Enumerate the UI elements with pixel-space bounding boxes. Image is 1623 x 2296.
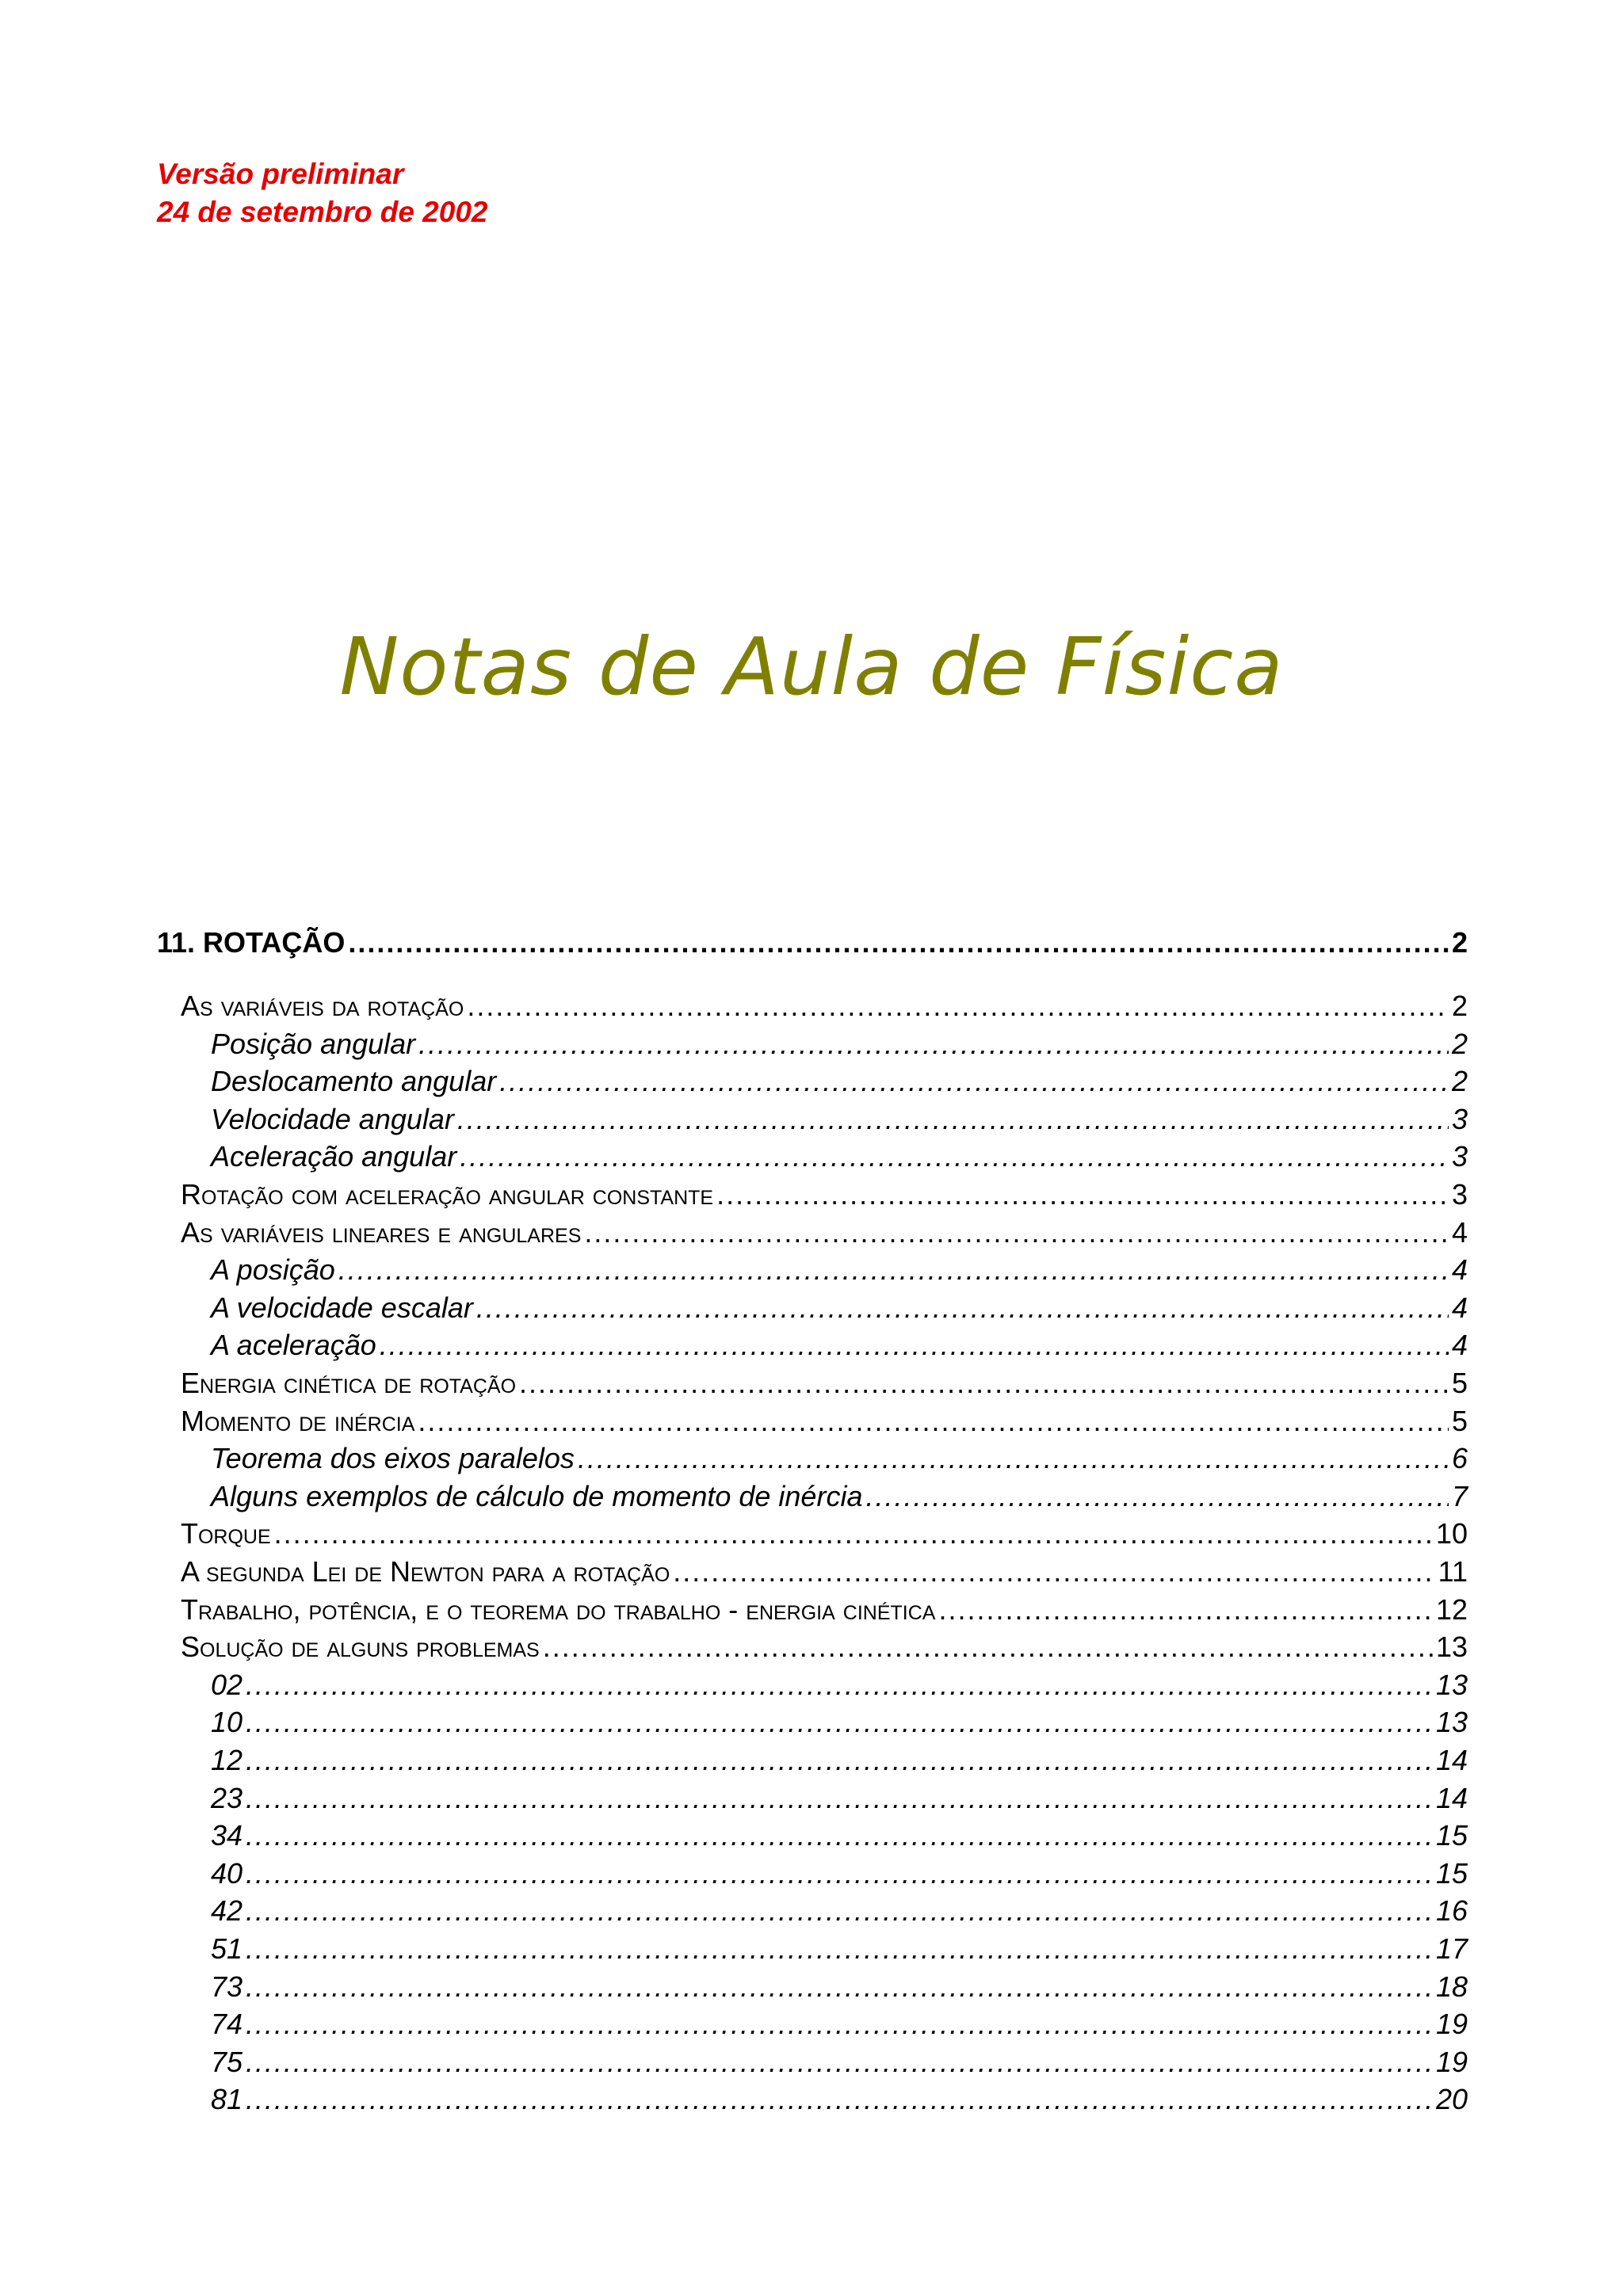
toc-entry[interactable] — [211, 1138, 1468, 1175]
toc-entry-label: 40 — [211, 1856, 243, 1890]
version-label: Versão preliminar — [157, 158, 404, 190]
toc-leader-dots — [418, 1402, 1449, 1440]
toc-entry[interactable] — [211, 1440, 1468, 1477]
toc-entry[interactable] — [211, 1855, 1468, 1892]
toc-entry[interactable] — [211, 1289, 1468, 1326]
toc-entry-label: 11. ROTAÇÃO — [157, 926, 346, 959]
toc-entry-label: Trabalho, potência, e o teorema do trabalho - energia cinética — [181, 1592, 936, 1626]
toc-entry[interactable] — [181, 1402, 1468, 1440]
toc-entry-label: Energia cinética de rotação — [181, 1367, 517, 1399]
toc-entry-page: 15 — [1435, 1819, 1468, 1852]
toc-leader-dots — [246, 1741, 1433, 1779]
toc-entry-page: 19 — [1435, 2045, 1468, 2078]
toc-entry[interactable] — [181, 1364, 1468, 1402]
toc-entry-label: 81 — [211, 2083, 243, 2116]
toc-entry-page: 13 — [1435, 1668, 1468, 1701]
toc-entry[interactable] — [211, 1025, 1468, 1062]
toc-leader-dots — [460, 1138, 1449, 1175]
version-header — [157, 155, 488, 231]
toc-entry-label: 42 — [211, 1894, 243, 1928]
toc-entry-page: 3 — [1451, 1102, 1468, 1135]
toc-entry[interactable] — [211, 2043, 1468, 2081]
toc-entry[interactable] — [181, 1176, 1468, 1213]
toc-entry-label: As variáveis lineares e angulares — [181, 1215, 582, 1249]
toc-entry-page: 7 — [1451, 1479, 1468, 1512]
toc-entry[interactable] — [211, 1817, 1468, 1854]
toc-entry-page: 19 — [1435, 2008, 1468, 2041]
toc-entry[interactable] — [211, 1779, 1468, 1817]
toc-leader-dots — [246, 2081, 1433, 2118]
toc-leader-dots — [865, 1478, 1449, 1515]
toc-entry[interactable] — [181, 1553, 1468, 1590]
toc-entry-page: 15 — [1435, 1856, 1468, 1890]
toc-leader-dots — [578, 1440, 1449, 1477]
toc-entry-page: 4 — [1451, 1329, 1468, 1362]
toc-leader-dots — [246, 1855, 1433, 1892]
toc-entry-page: 2 — [1451, 926, 1468, 959]
toc-entry[interactable] — [181, 987, 1468, 1024]
toc-entry-page: 2 — [1451, 1027, 1468, 1060]
toc-leader-dots — [246, 1666, 1433, 1703]
toc-entry-label: Deslocamento angular — [211, 1065, 497, 1098]
toc-leader-dots — [338, 1251, 1449, 1288]
toc-entry-page: 4 — [1451, 1215, 1468, 1249]
toc-leader-dots — [246, 1930, 1433, 1967]
toc-leader-dots — [274, 1515, 1433, 1552]
toc-leader-dots — [476, 1289, 1449, 1326]
toc-entry-page: 13 — [1435, 1630, 1468, 1664]
toc-entry-page: 4 — [1451, 1291, 1468, 1324]
toc-leader-dots — [246, 1892, 1433, 1929]
toc-entry-label: As variáveis da rotação — [181, 990, 464, 1022]
toc-entry-page: 6 — [1451, 1442, 1468, 1475]
toc-entry-label: 12 — [211, 1744, 243, 1776]
toc-leader-dots — [348, 919, 1449, 967]
toc-entry-page: 2 — [1451, 990, 1468, 1022]
toc-leader-dots — [418, 1025, 1449, 1062]
toc-entry-label: A posição — [211, 1253, 335, 1287]
toc-entry-page: 10 — [1435, 1517, 1468, 1550]
toc-leader-dots — [673, 1553, 1434, 1590]
toc-entry[interactable] — [211, 1930, 1468, 1967]
toc-entry-label: Alguns exemplos de cálculo de momento de inércia — [211, 1479, 863, 1512]
toc-leader-dots — [499, 1062, 1449, 1100]
toc-entry[interactable] — [211, 1892, 1468, 1929]
toc-entry[interactable] — [211, 1478, 1468, 1515]
toc-leader-dots — [246, 1703, 1433, 1741]
toc-entry[interactable] — [157, 919, 1468, 967]
version-date: 24 de setembro de 2002 — [157, 196, 488, 228]
toc-entry-page: 4 — [1451, 1253, 1468, 1287]
toc-entry[interactable] — [211, 2005, 1468, 2042]
toc-entry-label: 23 — [211, 1781, 243, 1814]
toc-entry[interactable] — [181, 1214, 1468, 1251]
toc-entry-page: 3 — [1451, 1140, 1468, 1173]
toc-entry[interactable] — [211, 1062, 1468, 1100]
toc-leader-dots — [246, 2043, 1433, 2081]
toc-entry-page: 13 — [1435, 1706, 1468, 1739]
toc-leader-dots — [380, 1326, 1449, 1363]
toc-entry-label: 10 — [211, 1706, 243, 1739]
toc-leader-dots — [467, 987, 1449, 1024]
toc-entry-label: Teorema dos eixos paralelos — [211, 1442, 575, 1475]
toc-entry-page: 18 — [1435, 1970, 1468, 2003]
toc-entry-label: Momento de inércia — [181, 1404, 415, 1437]
toc-entry[interactable] — [211, 1703, 1468, 1741]
toc-entry-page: 3 — [1451, 1178, 1468, 1211]
toc-leader-dots — [716, 1176, 1449, 1213]
document-title: Notas de Aula de Física — [339, 620, 1284, 713]
toc-entry-label: Rotação com aceleração angular constante — [181, 1178, 714, 1211]
toc-leader-dots — [519, 1364, 1449, 1402]
toc-entry-label: A aceleração — [211, 1329, 376, 1362]
toc-entry-label: Solução de alguns problemas — [181, 1630, 540, 1664]
toc-leader-dots — [246, 1968, 1433, 2005]
toc-entry-label: Posição angular — [211, 1027, 416, 1060]
toc-entry[interactable] — [211, 1741, 1468, 1779]
toc-entry[interactable] — [211, 2081, 1468, 2118]
toc-entry-page: 2 — [1451, 1065, 1468, 1098]
toc-entry-page: 17 — [1435, 1932, 1468, 1965]
toc-entry-page: 14 — [1435, 1781, 1468, 1814]
toc-leader-dots — [543, 1628, 1433, 1665]
toc-entry-label: Velocidade angular — [211, 1102, 454, 1135]
toc-entry-page: 5 — [1451, 1404, 1468, 1437]
toc-entry[interactable] — [211, 1968, 1468, 2005]
toc-entry-label: 75 — [211, 2045, 243, 2078]
toc-entry-label: 02 — [211, 1668, 243, 1701]
toc-entry-label: 73 — [211, 1970, 243, 2003]
toc-entry-label: 34 — [211, 1819, 243, 1852]
toc-entry-label: A velocidade escalar — [211, 1291, 473, 1324]
toc-entry[interactable] — [211, 1100, 1468, 1138]
toc-entry[interactable] — [181, 1515, 1468, 1552]
toc-entry-page: 5 — [1451, 1367, 1468, 1399]
toc-entry-page: 11 — [1438, 1555, 1468, 1588]
toc-entry-label: Aceleração angular — [211, 1140, 457, 1173]
toc-entry[interactable] — [211, 1326, 1468, 1363]
toc-entry-label: A segunda Lei de Newton para a rotação — [181, 1555, 670, 1588]
toc-leader-dots — [457, 1100, 1449, 1138]
toc-entry[interactable] — [211, 1666, 1468, 1703]
toc-leader-dots — [938, 1591, 1432, 1628]
toc-entry-label: 74 — [211, 2008, 243, 2041]
toc-entry-page: 14 — [1435, 1744, 1468, 1776]
toc-leader-dots — [246, 2005, 1433, 2042]
toc-entry-page: 16 — [1435, 1894, 1468, 1928]
toc-entry[interactable] — [181, 1591, 1468, 1628]
toc-leader-dots — [246, 1779, 1433, 1817]
toc-leader-dots — [584, 1214, 1449, 1251]
toc-entry[interactable] — [211, 1251, 1468, 1288]
toc-entry-page: 20 — [1435, 2083, 1468, 2116]
toc-entry-label: 51 — [211, 1932, 243, 1965]
toc-entry-label: Torque — [181, 1517, 271, 1550]
toc-leader-dots — [246, 1817, 1433, 1854]
toc-entry[interactable] — [181, 1628, 1468, 1665]
toc-entry-page: 12 — [1435, 1592, 1468, 1626]
